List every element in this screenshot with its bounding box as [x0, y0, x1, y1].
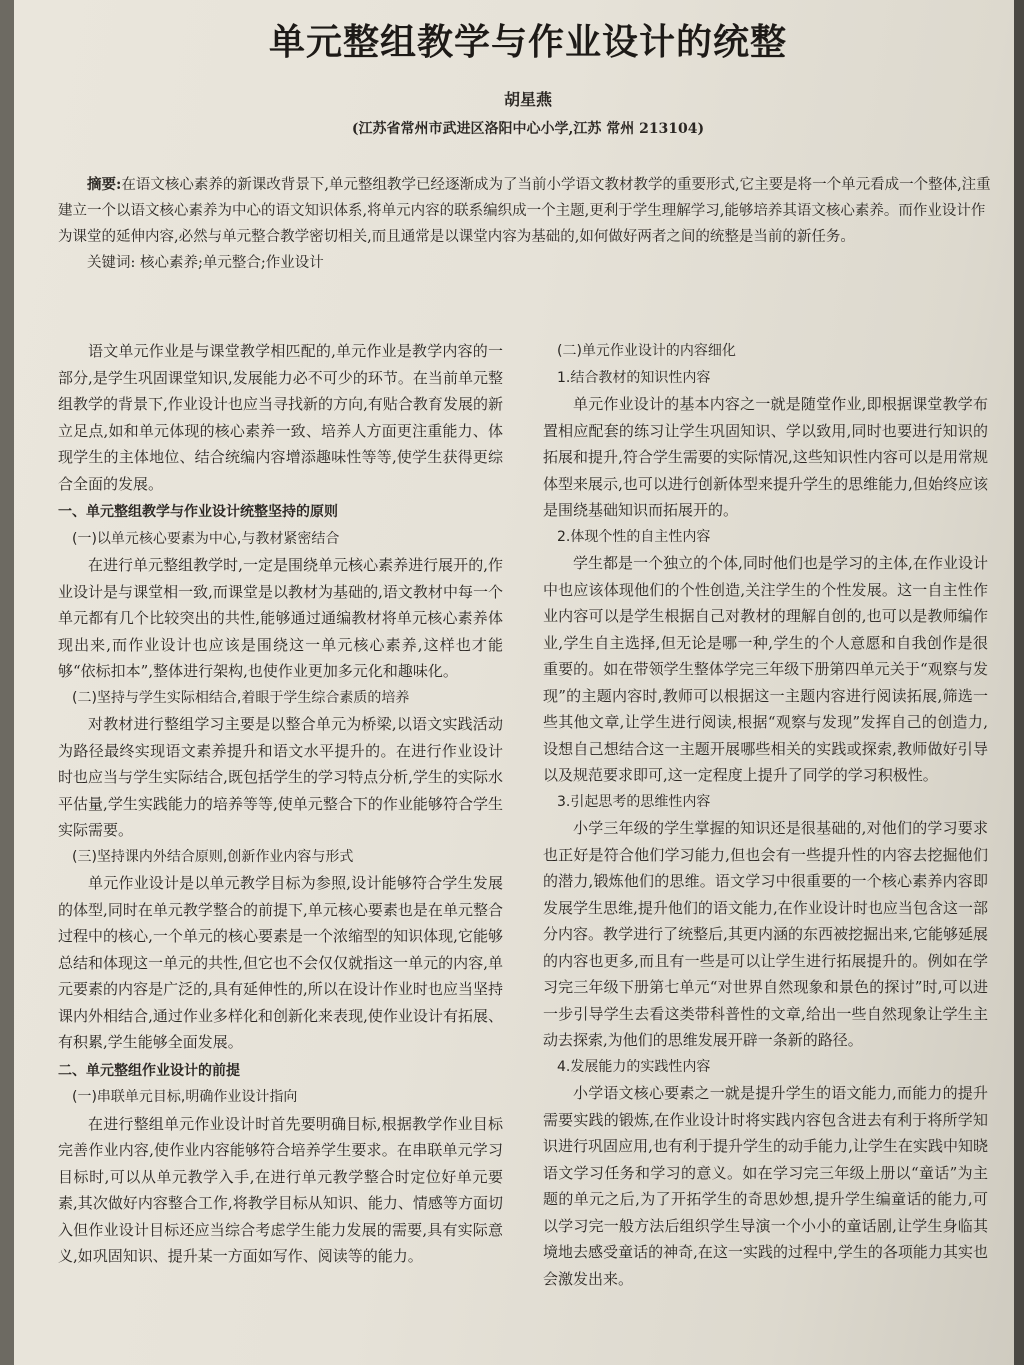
point-heading: 4.发展能力的实践性内容: [557, 1058, 711, 1075]
book-spine-shadow: [0, 0, 14, 1365]
subsection-heading: (一)以单元核心要素为中心,与教材紧密结合: [72, 530, 340, 547]
section-heading: 一、单元整组教学与作业设计统整坚持的原则: [58, 504, 338, 520]
intro-paragraph: 语文单元作业是与课堂教学相匹配的,单元作业是教学内容的一部分,是学生巩固课堂知识,发展能力必不可少的环节。在当前单元整组教学的背景下,作业设计也应当寻找新的方向,有贴合教育发展的新立足点,如和单元体现的核心素养一致、培养人方面更注重能力、体现学生的主体地位、结合统编内容增添趣味性等等,使学生获得更综合全面的发展。: [58, 342, 503, 493]
keywords-text: 核心素养;单元整合;作业设计: [140, 255, 324, 271]
subsection-heading: (三)坚持课内外结合原则,创新作业内容与形式: [72, 848, 354, 865]
subsection-heading: (二)坚持与学生实际相结合,着眼于学生综合素质的培养: [72, 689, 410, 706]
abstract-text: 在语文核心素养的新课改背景下,单元整组教学已经逐渐成为了当前小学语文教材教学的重要形式,它主要是将一个单元看成一个整体,注重建立一个以语文核心素养为中心的语文知识体系,将单元内容的联系编织成一个主题,更利于学生理解学习,能够培养其语文核心素养。而作业设计作为课堂的延伸内容,必然与单元整合教学密切相关,而且通常是以课堂内容为基础的,如何做好两者之间的统整是当前的新任务。: [58, 177, 991, 245]
abstract-label: 摘要:: [87, 176, 122, 193]
body-paragraph: 对教材进行整组学习主要是以整合单元为桥梁,以语文实践活动为路径最终实现语文素养提升和语文水平提升的。在进行作业设计时也应当与学生实际结合,既包括学生的学习特点分析,学生的实际水平估量,学生实践能力的培养等等,使单元整合下的作业能够符合学生实际需要。: [58, 715, 503, 839]
body-columns: [58, 338, 988, 1292]
point-heading: 3.引起思考的思维性内容: [557, 793, 711, 810]
author-affiliation: (江苏省常州市武进区洛阳中心小学,江苏 常州 213104): [351, 121, 705, 137]
author-name: 胡星燕: [503, 90, 552, 109]
body-paragraph: 小学语文核心要素之一就是提升学生的语文能力,而能力的提升需要实践的锻炼,在作业设计时将实践内容包含进去有利于将所学知识进行巩固应用,也有利于提升学生的动手能力,让学生在实践中知晓语文学习任务和学习的意义。如在学习完三年级上册以“童话”为主题的单元之后,为了开拓学生的奇思妙想,提升学生编童话的能力,可以学习完一般方法后组织学生导演一个小小的童话剧,让学生身临其境地去感受童话的神奇,在这一实践的过程中,学生的各项能力其实也会激发出来。: [543, 1084, 988, 1288]
body-paragraph: 单元作业设计是以单元教学目标为参照,设计能够符合学生发展的体型,同时在单元教学整合的前提下,单元核心要素也是在单元整合过程中的核心,一个单元的核心要素是一个浓缩型的知识体现,它能够总结和体现这一单元的共性,但它也不会仅仅就指这一单元的内容,单元要素的内容是广泛的,具有延伸性的,所以在设计作业时也应当坚持课内外相结合,通过作业多样化和创新化来表现,使作业设计有拓展、有积累,学生能够全面发展。: [58, 874, 503, 1051]
abstract: [58, 172, 998, 250]
subsection-heading: (二)单元作业设计的内容细化: [557, 343, 736, 359]
body-paragraph: 在进行单元整组教学时,一定是围绕单元核心素养进行展开的,作业设计是与课堂相一致,而课堂是以教材为基础的,语文教材中每一个单元都有几个比较突出的共性,能够通过通编教材将单元核心素养体现出来,而作业设计也应该是围绕这一单元核心素养,这样也才能够“依标扣本”,整体进行架构,也使作业更加多元化和趣味化。: [58, 556, 503, 680]
left-column: [58, 338, 503, 1292]
point-heading: 1.结合教材的知识性内容: [557, 369, 711, 386]
subsection-heading: (一)串联单元目标,明确作业设计指向: [72, 1089, 298, 1105]
article-title: 单元整组教学与作业设计的统整: [268, 22, 787, 63]
keywords-label: 关键词:: [87, 255, 136, 271]
body-paragraph: 小学三年级的学生掌握的知识还是很基础的,对他们的学习要求也正好是符合他们学习能力,但也会有一些提升性的内容去挖掘他们的潜力,锻炼他们的思维。语文学习中很重要的一个核心素养内容即发展学生思维,提升他们的语文能力,在作业设计时也应当包含这一部分内容。教学进行了统整后,其更内涵的东西被挖掘出来,它能够延展的内容也更多,而且有一些是可以让学生进行拓展提升的。例如在学习完三年级下册第七单元“对世界自然现象和景色的探讨”时,可以进一步引导学生去看这类带科普性的文章,给出一些自然现象让学生主动去探索,为他们的思维发展开辟一条新的路径。: [543, 819, 988, 1049]
body-paragraph: 学生都是一个独立的个体,同时他们也是学习的主体,在作业设计中也应该体现他们的个性创造,关注学生的个性发展。这一自主性作业内容可以是学生根据自己对教材的理解自创的,也可以是教师编作业,学生自主选择,但无论是哪一种,学生的个人意愿和自我创作是很重要的。如在带领学生整体学完三年级下册第四单元关于“观察与发现”的主题内容时,教师可以根据这一主题内容进行阅读拓展,筛选一些其他文章,让学生进行阅读,根据“观察与发现”发挥自己的创造力,设想自己想结合这一主题开展哪些相关的实践或探索,教师做好引导以及规范要求即可,这一定程度上提升了同学的学习积极性。: [543, 554, 988, 784]
point-heading: 2.体现个性的自主性内容: [557, 528, 711, 545]
right-column: [543, 338, 988, 1292]
keywords: [58, 250, 998, 276]
body-paragraph: 在进行整组单元作业设计时首先要明确目标,根据教学作业目标完善作业内容,使作业内容能够符合培养学生要求。在串联单元学习目标时,可以从单元教学入手,在进行单元教学整合时定位好单元要素,其次做好内容整合工作,将教学目标从知识、能力、情感等方面切入但作业设计目标还应当综合考虑学生能力发展的需要,具有实际意义,如巩固知识、提升某一方面如写作、阅读等的能力。: [58, 1114, 503, 1265]
body-paragraph: 单元作业设计的基本内容之一就是随堂作业,即根据课堂教学布置相应配套的练习让学生巩固知识、学以致用,同时也要进行知识的拓展和提升,符合学生需要的实际情况,这些知识性内容可以是用常规体型来展示,也可以进行创新体型来提升学生的思维能力,但始终应该是围绕基础知识而拓展开的。: [543, 395, 988, 519]
section-heading: 二、单元整组作业设计的前提: [58, 1062, 240, 1079]
